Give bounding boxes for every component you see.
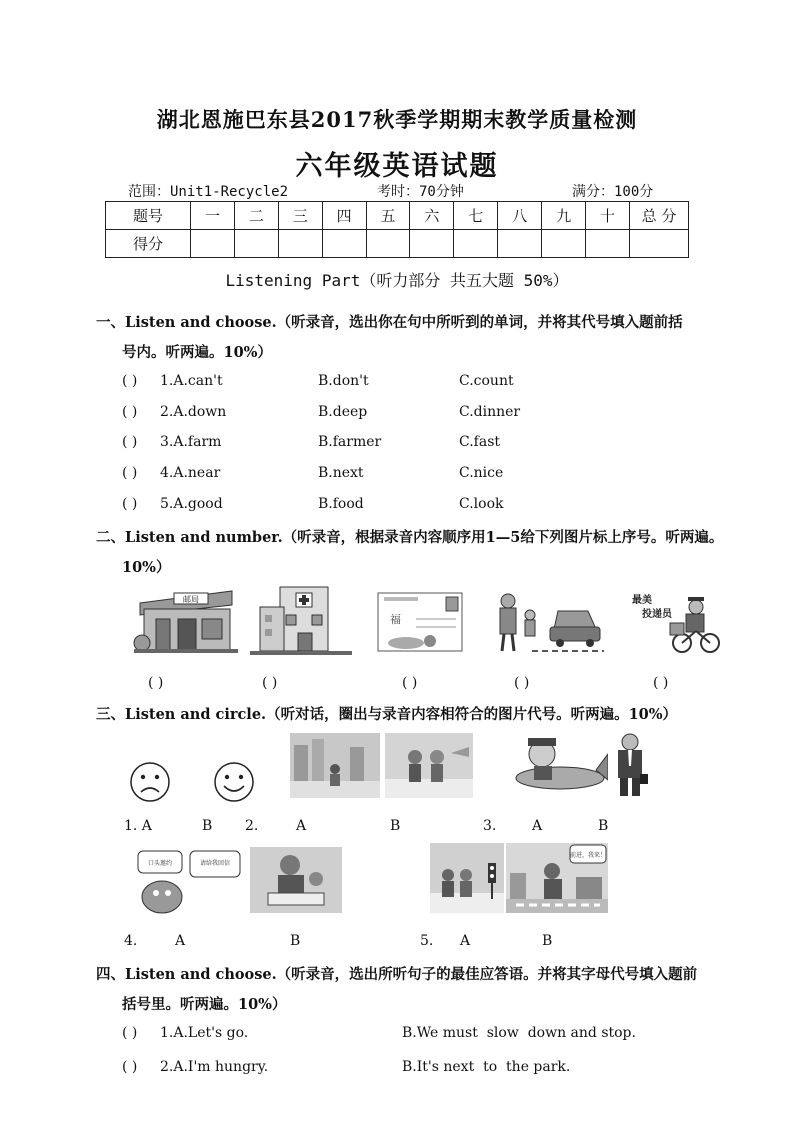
option-c: C.count xyxy=(459,373,514,389)
answer-blank[interactable]: ( ) xyxy=(122,434,138,450)
q5-label-b[interactable]: B xyxy=(542,933,553,949)
score-input-cell[interactable] xyxy=(630,230,689,258)
option-c: C.dinner xyxy=(459,404,521,420)
score-input-cell[interactable] xyxy=(191,230,235,258)
pilot-airplane-picture xyxy=(512,730,608,800)
exam-subtitle: 六年级英语试题 xyxy=(295,151,499,182)
listening-part-title: Listening Part（听力部分 共五大题 50%） xyxy=(225,271,569,290)
section4-title-cont: 括号里。听两遍。10%） xyxy=(122,996,287,1013)
q2-label-a[interactable]: A xyxy=(296,818,307,834)
answer-blank[interactable]: ( ) xyxy=(262,675,278,691)
option-a: 3.A.farm xyxy=(160,434,222,450)
option-b: B.We must slow down and stop. xyxy=(402,1025,636,1041)
option-b: B.food xyxy=(318,496,364,512)
score-table-score-row xyxy=(106,230,689,258)
score-cell: 三 xyxy=(278,202,322,230)
shop-sign-text: 邮局 xyxy=(183,595,199,604)
option-c: C.look xyxy=(459,496,504,512)
answer-blank[interactable]: ( ) xyxy=(514,675,530,691)
post-office-picture xyxy=(130,583,242,657)
exam-title: 湖北恩施巴东县2017秋季学期期末教学质量检测 xyxy=(156,107,638,132)
q5-number: 5. xyxy=(420,933,434,949)
q5-label-a[interactable]: A xyxy=(460,933,471,949)
postman-label-2: 投递员 xyxy=(642,609,672,620)
option-a: 1.A.can't xyxy=(160,373,223,389)
section4-title: 四、Listen and choose.（听录音，选出所听句子的最佳应答语。并将其字母代号填入题前 xyxy=(96,966,698,983)
score-input-cell[interactable] xyxy=(498,230,542,258)
q4-number: 4. xyxy=(124,933,138,949)
score-input-cell[interactable] xyxy=(542,230,586,258)
option-a: 4.A.near xyxy=(160,465,221,481)
answer-blank[interactable]: ( ) xyxy=(122,373,138,389)
section1-title: 一、Listen and choose.（听录音，选出你在句中所听到的单词，并将其代号填入题前括 xyxy=(96,314,683,331)
q4-label-b[interactable]: B xyxy=(290,933,301,949)
score-cell: 四 xyxy=(322,202,366,230)
score-table-header-row xyxy=(106,202,689,230)
option-b: B.farmer xyxy=(318,434,382,450)
svg-text:福: 福 xyxy=(390,613,401,626)
answer-blank[interactable]: ( ) xyxy=(402,675,418,691)
score-cell: 八 xyxy=(498,202,542,230)
option-b: B.next xyxy=(318,465,364,481)
section3-title: 三、Listen and circle.（听对话，圈出与录音内容相符合的图片代号。听两遍。10%） xyxy=(96,706,678,723)
scene-kids-picture xyxy=(385,733,473,798)
bubble-text-2: 请给我回信 xyxy=(199,860,231,867)
score-input-cell[interactable] xyxy=(322,230,366,258)
q1-label-b[interactable]: B xyxy=(202,818,213,834)
score-input-cell[interactable] xyxy=(586,230,630,258)
q4-label-a[interactable]: A xyxy=(175,933,186,949)
score-cell: 六 xyxy=(410,202,454,230)
option-b: B.deep xyxy=(318,404,368,420)
section2-title: 二、Listen and number.（听录音，根据录音内容顺序用1—5给下列图片标上序号。听两遍。 xyxy=(96,529,724,546)
score-cell: 二 xyxy=(234,202,278,230)
option-c: C.fast xyxy=(459,434,501,450)
postcard-picture xyxy=(376,589,466,655)
option-a: 1.A.Let's go. xyxy=(160,1025,249,1041)
exam-time: 考时：70分钟 xyxy=(377,184,464,200)
answer-blank[interactable]: ( ) xyxy=(653,675,669,691)
postman-label-1: 最美 xyxy=(632,595,652,606)
score-cell: 总 分 xyxy=(630,202,689,230)
q3-number: 3. xyxy=(483,818,497,834)
reading-kids-picture xyxy=(250,847,342,913)
section1-title-cont: 号内。听两遍。10%） xyxy=(122,344,272,361)
postman-picture xyxy=(630,591,720,655)
option-a: 2.A.down xyxy=(160,404,227,420)
score-cell: 十 xyxy=(586,202,630,230)
exam-full-score: 满分：100分 xyxy=(572,184,654,200)
score-table xyxy=(105,201,689,258)
option-b: B.don't xyxy=(318,373,369,389)
score-cell: 九 xyxy=(542,202,586,230)
street-crowd-picture xyxy=(506,843,608,913)
happy-face-icon xyxy=(212,760,256,804)
score-input-cell[interactable] xyxy=(410,230,454,258)
score-input-cell[interactable] xyxy=(278,230,322,258)
q1-label-a: 1. A xyxy=(124,818,152,834)
answer-blank[interactable]: ( ) xyxy=(122,1025,138,1041)
scene-city-picture xyxy=(290,733,380,798)
traffic-light-picture xyxy=(430,843,504,913)
q3-label-a[interactable]: A xyxy=(532,818,543,834)
bubble-text-1: 口头邀约 xyxy=(147,860,173,867)
speech-bubble-picture xyxy=(130,849,242,915)
exam-scope: 范围：Unit1-Recycle2 xyxy=(128,184,289,200)
sad-face-icon xyxy=(128,760,172,804)
score-input-cell[interactable] xyxy=(366,230,410,258)
score-cell: 得分 xyxy=(106,230,191,258)
option-a: 2.A.I'm hungry. xyxy=(160,1059,269,1075)
score-cell: 题号 xyxy=(106,202,191,230)
hospital-picture xyxy=(250,581,352,657)
answer-blank[interactable]: ( ) xyxy=(122,496,138,512)
score-cell: 七 xyxy=(454,202,498,230)
crossing-street-picture xyxy=(492,589,604,655)
score-input-cell[interactable] xyxy=(454,230,498,258)
answer-blank[interactable]: ( ) xyxy=(148,675,164,691)
section2-title-cont: 10%） xyxy=(122,559,171,576)
answer-blank[interactable]: ( ) xyxy=(122,465,138,481)
score-input-cell[interactable] xyxy=(234,230,278,258)
q2-label-b[interactable]: B xyxy=(390,818,401,834)
score-cell: 五 xyxy=(366,202,410,230)
q3-label-b[interactable]: B xyxy=(598,818,609,834)
option-a: 5.A.good xyxy=(160,496,223,512)
answer-blank[interactable]: ( ) xyxy=(122,1059,138,1075)
score-cell: 一 xyxy=(191,202,235,230)
option-c: C.nice xyxy=(459,465,504,481)
businessman-picture xyxy=(610,730,650,800)
q2-number: 2. xyxy=(245,818,259,834)
option-b: B.It's next to the park. xyxy=(402,1059,571,1075)
bubble-text-3: 前进，我来！ xyxy=(569,852,607,859)
answer-blank[interactable]: ( ) xyxy=(122,404,138,420)
